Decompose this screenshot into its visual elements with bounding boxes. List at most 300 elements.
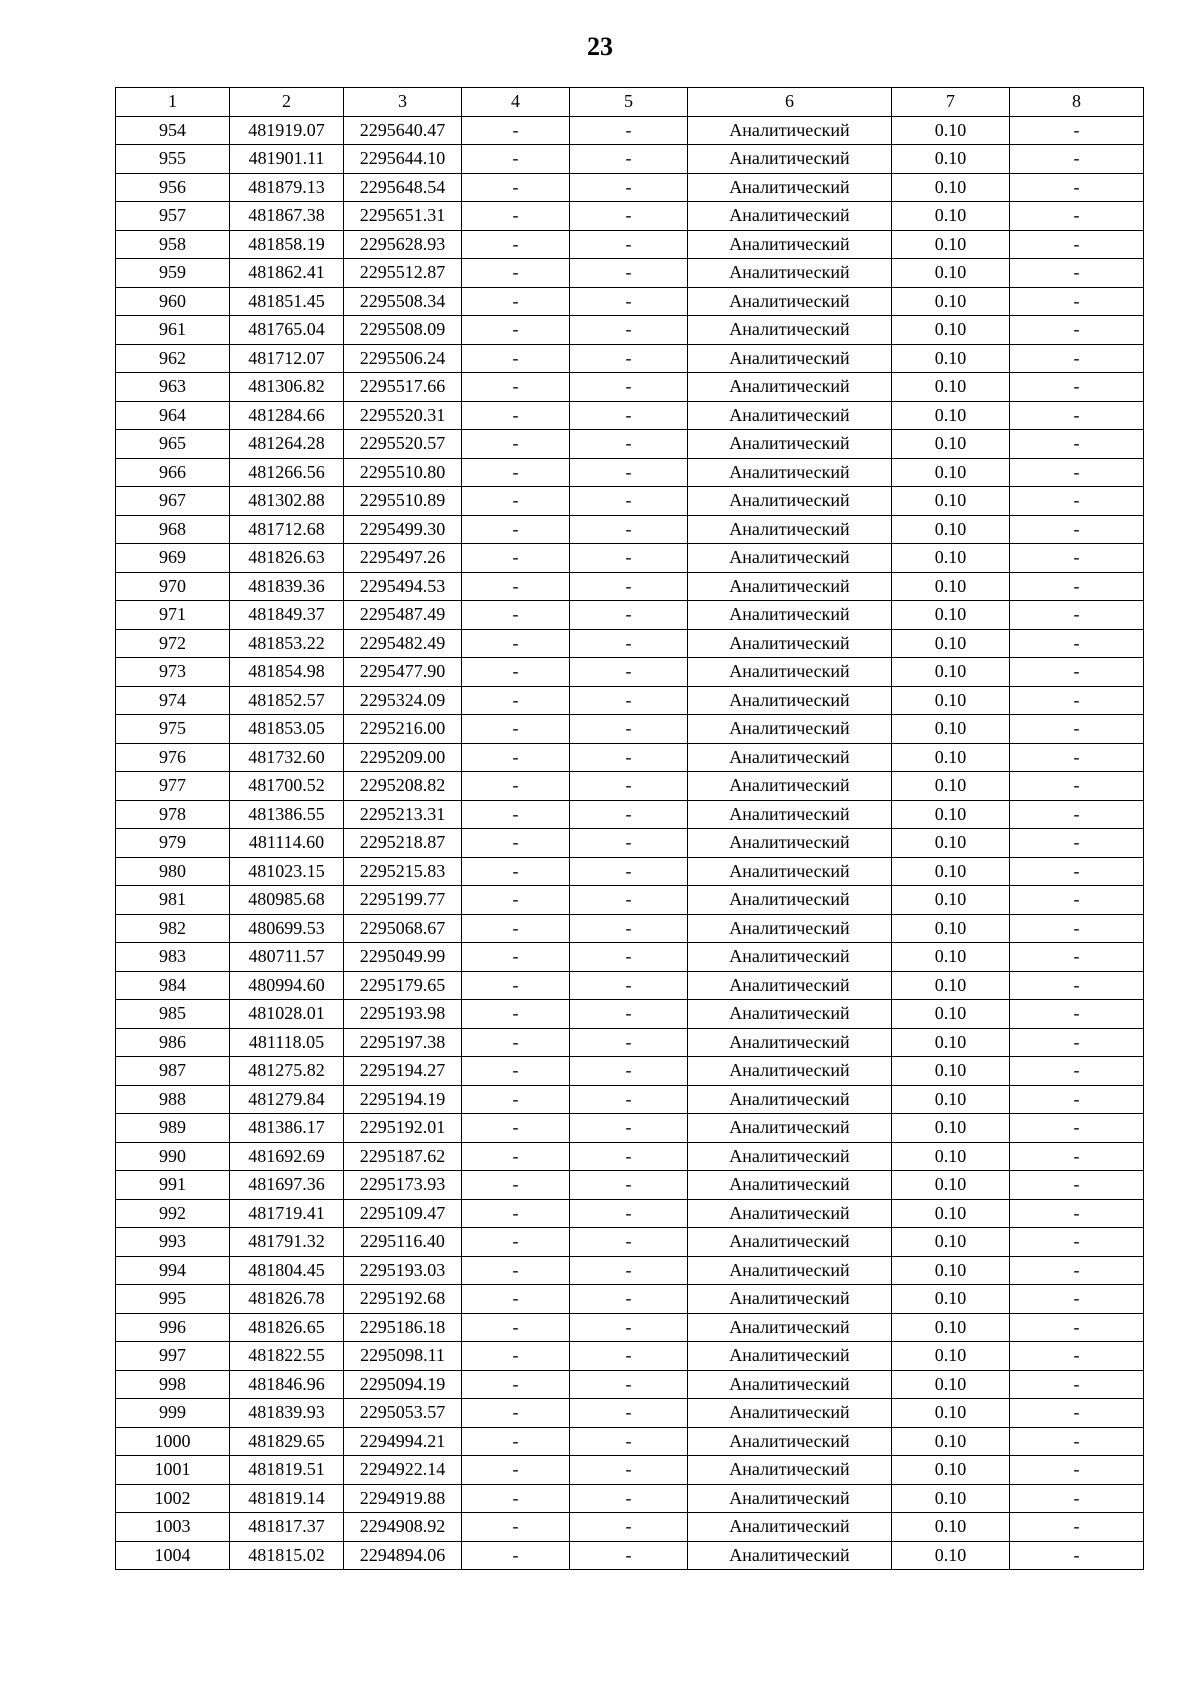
point-number-cell: 976 [116,743,230,772]
col4-cell: - [462,515,570,544]
method-cell: Аналитический [688,1228,892,1257]
col8-cell: - [1010,686,1144,715]
col4-cell: - [462,686,570,715]
table-row [116,715,1144,744]
accuracy-cell: 0.10 [892,1285,1010,1314]
col5-cell: - [570,1228,688,1257]
x-coordinate-cell: 481804.45 [230,1256,344,1285]
point-number-cell: 1001 [116,1456,230,1485]
table-body [116,116,1144,1570]
col8-cell: - [1010,1313,1144,1342]
col8-cell: - [1010,116,1144,145]
point-number-cell: 974 [116,686,230,715]
method-cell: Аналитический [688,800,892,829]
column-header: 6 [688,88,892,117]
y-coordinate-cell: 2295216.00 [344,715,462,744]
point-number-cell: 964 [116,401,230,430]
x-coordinate-cell: 481826.78 [230,1285,344,1314]
table-row [116,1057,1144,1086]
method-cell: Аналитический [688,1256,892,1285]
x-coordinate-cell: 481851.45 [230,287,344,316]
col5-cell: - [570,1114,688,1143]
col4-cell: - [462,544,570,573]
x-coordinate-cell: 481386.17 [230,1114,344,1143]
col4-cell: - [462,971,570,1000]
col8-cell: - [1010,601,1144,630]
accuracy-cell: 0.10 [892,1171,1010,1200]
col4-cell: - [462,1171,570,1200]
accuracy-cell: 0.10 [892,1427,1010,1456]
point-number-cell: 966 [116,458,230,487]
method-cell: Аналитический [688,116,892,145]
col4-cell: - [462,800,570,829]
accuracy-cell: 0.10 [892,772,1010,801]
accuracy-cell: 0.10 [892,116,1010,145]
x-coordinate-cell: 481264.28 [230,430,344,459]
y-coordinate-cell: 2295497.26 [344,544,462,573]
col4-cell: - [462,344,570,373]
table-row [116,686,1144,715]
method-cell: Аналитический [688,1513,892,1542]
x-coordinate-cell: 481854.98 [230,658,344,687]
x-coordinate-cell: 481700.52 [230,772,344,801]
col8-cell: - [1010,373,1144,402]
method-cell: Аналитический [688,458,892,487]
x-coordinate-cell: 481862.41 [230,259,344,288]
point-number-cell: 1002 [116,1484,230,1513]
method-cell: Аналитический [688,772,892,801]
col8-cell: - [1010,1028,1144,1057]
point-number-cell: 988 [116,1085,230,1114]
col5-cell: - [570,601,688,630]
column-header: 1 [116,88,230,117]
x-coordinate-cell: 481118.05 [230,1028,344,1057]
method-cell: Аналитический [688,943,892,972]
accuracy-cell: 0.10 [892,601,1010,630]
table-row [116,373,1144,402]
col8-cell: - [1010,401,1144,430]
col5-cell: - [570,629,688,658]
accuracy-cell: 0.10 [892,886,1010,915]
col8-cell: - [1010,1199,1144,1228]
col4-cell: - [462,1142,570,1171]
col8-cell: - [1010,715,1144,744]
y-coordinate-cell: 2295520.57 [344,430,462,459]
point-number-cell: 970 [116,572,230,601]
col4-cell: - [462,1256,570,1285]
table-row [116,401,1144,430]
col4-cell: - [462,772,570,801]
table-row [116,1427,1144,1456]
y-coordinate-cell: 2295192.01 [344,1114,462,1143]
col4-cell: - [462,1342,570,1371]
method-cell: Аналитический [688,145,892,174]
method-cell: Аналитический [688,1342,892,1371]
point-number-cell: 987 [116,1057,230,1086]
point-number-cell: 1003 [116,1513,230,1542]
point-number-cell: 957 [116,202,230,231]
col4-cell: - [462,629,570,658]
y-coordinate-cell: 2295506.24 [344,344,462,373]
col5-cell: - [570,116,688,145]
column-header: 5 [570,88,688,117]
col8-cell: - [1010,230,1144,259]
col5-cell: - [570,572,688,601]
col8-cell: - [1010,886,1144,915]
y-coordinate-cell: 2295512.87 [344,259,462,288]
table-row [116,943,1144,972]
point-number-cell: 975 [116,715,230,744]
table-header-row [116,88,1144,117]
col8-cell: - [1010,829,1144,858]
y-coordinate-cell: 2295068.67 [344,914,462,943]
method-cell: Аналитический [688,629,892,658]
col4-cell: - [462,886,570,915]
y-coordinate-cell: 2295193.98 [344,1000,462,1029]
col4-cell: - [462,572,570,601]
point-number-cell: 984 [116,971,230,1000]
col8-cell: - [1010,1342,1144,1371]
method-cell: Аналитический [688,1313,892,1342]
col5-cell: - [570,344,688,373]
accuracy-cell: 0.10 [892,686,1010,715]
y-coordinate-cell: 2295510.80 [344,458,462,487]
col5-cell: - [570,1484,688,1513]
x-coordinate-cell: 481846.96 [230,1370,344,1399]
y-coordinate-cell: 2295499.30 [344,515,462,544]
method-cell: Аналитический [688,601,892,630]
point-number-cell: 997 [116,1342,230,1371]
x-coordinate-cell: 481822.55 [230,1342,344,1371]
accuracy-cell: 0.10 [892,1057,1010,1086]
x-coordinate-cell: 481712.07 [230,344,344,373]
col5-cell: - [570,202,688,231]
point-number-cell: 968 [116,515,230,544]
col4-cell: - [462,914,570,943]
x-coordinate-cell: 481853.22 [230,629,344,658]
point-number-cell: 985 [116,1000,230,1029]
col8-cell: - [1010,202,1144,231]
accuracy-cell: 0.10 [892,1484,1010,1513]
x-coordinate-cell: 481266.56 [230,458,344,487]
col5-cell: - [570,1370,688,1399]
accuracy-cell: 0.10 [892,202,1010,231]
table-row [116,259,1144,288]
x-coordinate-cell: 481697.36 [230,1171,344,1200]
accuracy-cell: 0.10 [892,487,1010,516]
table-row [116,515,1144,544]
col5-cell: - [570,1199,688,1228]
col8-cell: - [1010,1285,1144,1314]
table-row [116,487,1144,516]
y-coordinate-cell: 2295049.99 [344,943,462,972]
method-cell: Аналитический [688,1541,892,1570]
x-coordinate-cell: 481858.19 [230,230,344,259]
table-row [116,971,1144,1000]
x-coordinate-cell: 480711.57 [230,943,344,972]
col5-cell: - [570,886,688,915]
col5-cell: - [570,287,688,316]
col5-cell: - [570,401,688,430]
col5-cell: - [570,1399,688,1428]
col8-cell: - [1010,1171,1144,1200]
x-coordinate-cell: 481839.36 [230,572,344,601]
col5-cell: - [570,829,688,858]
y-coordinate-cell: 2295640.47 [344,116,462,145]
col5-cell: - [570,515,688,544]
col4-cell: - [462,173,570,202]
col4-cell: - [462,1000,570,1029]
coordinates-table [115,87,1144,1570]
col4-cell: - [462,1028,570,1057]
accuracy-cell: 0.10 [892,1513,1010,1542]
col8-cell: - [1010,1114,1144,1143]
table-row [116,173,1144,202]
point-number-cell: 965 [116,430,230,459]
method-cell: Аналитический [688,1085,892,1114]
point-number-cell: 989 [116,1114,230,1143]
y-coordinate-cell: 2295487.49 [344,601,462,630]
col8-cell: - [1010,800,1144,829]
y-coordinate-cell: 2295628.93 [344,230,462,259]
table-row [116,202,1144,231]
x-coordinate-cell: 481028.01 [230,1000,344,1029]
col5-cell: - [570,544,688,573]
col5-cell: - [570,458,688,487]
y-coordinate-cell: 2294908.92 [344,1513,462,1542]
table-row [116,1085,1144,1114]
y-coordinate-cell: 2295192.68 [344,1285,462,1314]
point-number-cell: 982 [116,914,230,943]
method-cell: Аналитический [688,544,892,573]
accuracy-cell: 0.10 [892,800,1010,829]
col4-cell: - [462,1541,570,1570]
method-cell: Аналитический [688,1142,892,1171]
accuracy-cell: 0.10 [892,1000,1010,1029]
col4-cell: - [462,1484,570,1513]
point-number-cell: 961 [116,316,230,345]
col8-cell: - [1010,971,1144,1000]
point-number-cell: 999 [116,1399,230,1428]
x-coordinate-cell: 481867.38 [230,202,344,231]
col8-cell: - [1010,487,1144,516]
method-cell: Аналитический [688,1199,892,1228]
table-row [116,914,1144,943]
point-number-cell: 998 [116,1370,230,1399]
accuracy-cell: 0.10 [892,914,1010,943]
y-coordinate-cell: 2295116.40 [344,1228,462,1257]
column-header: 2 [230,88,344,117]
point-number-cell: 978 [116,800,230,829]
point-number-cell: 977 [116,772,230,801]
table-row [116,800,1144,829]
method-cell: Аналитический [688,487,892,516]
y-coordinate-cell: 2295187.62 [344,1142,462,1171]
table-row [116,1000,1144,1029]
accuracy-cell: 0.10 [892,1114,1010,1143]
y-coordinate-cell: 2295651.31 [344,202,462,231]
y-coordinate-cell: 2295508.34 [344,287,462,316]
x-coordinate-cell: 481732.60 [230,743,344,772]
x-coordinate-cell: 481302.88 [230,487,344,516]
accuracy-cell: 0.10 [892,1313,1010,1342]
y-coordinate-cell: 2295482.49 [344,629,462,658]
accuracy-cell: 0.10 [892,287,1010,316]
method-cell: Аналитический [688,515,892,544]
col5-cell: - [570,1028,688,1057]
col5-cell: - [570,1513,688,1542]
table-row [116,1142,1144,1171]
table-row [116,1171,1144,1200]
method-cell: Аналитический [688,1370,892,1399]
point-number-cell: 963 [116,373,230,402]
y-coordinate-cell: 2295173.93 [344,1171,462,1200]
y-coordinate-cell: 2295109.47 [344,1199,462,1228]
table-row [116,857,1144,886]
table-row [116,658,1144,687]
col5-cell: - [570,658,688,687]
x-coordinate-cell: 481826.63 [230,544,344,573]
method-cell: Аналитический [688,1114,892,1143]
col8-cell: - [1010,1256,1144,1285]
col5-cell: - [570,230,688,259]
col4-cell: - [462,1199,570,1228]
col5-cell: - [570,686,688,715]
col5-cell: - [570,943,688,972]
accuracy-cell: 0.10 [892,544,1010,573]
y-coordinate-cell: 2295053.57 [344,1399,462,1428]
table-row [116,1342,1144,1371]
x-coordinate-cell: 481826.65 [230,1313,344,1342]
col8-cell: - [1010,259,1144,288]
y-coordinate-cell: 2295494.53 [344,572,462,601]
y-coordinate-cell: 2295644.10 [344,145,462,174]
col4-cell: - [462,116,570,145]
y-coordinate-cell: 2295508.09 [344,316,462,345]
col8-cell: - [1010,1000,1144,1029]
point-number-cell: 994 [116,1256,230,1285]
col5-cell: - [570,173,688,202]
table-row [116,1028,1144,1057]
col5-cell: - [570,316,688,345]
page-number: 23 [587,32,613,61]
col8-cell: - [1010,544,1144,573]
y-coordinate-cell: 2295510.89 [344,487,462,516]
column-header: 3 [344,88,462,117]
col5-cell: - [570,1456,688,1485]
y-coordinate-cell: 2295197.38 [344,1028,462,1057]
x-coordinate-cell: 481023.15 [230,857,344,886]
col5-cell: - [570,1057,688,1086]
method-cell: Аналитический [688,202,892,231]
col5-cell: - [570,259,688,288]
x-coordinate-cell: 481819.14 [230,1484,344,1513]
table-row [116,829,1144,858]
col5-cell: - [570,857,688,886]
method-cell: Аналитический [688,1399,892,1428]
col4-cell: - [462,259,570,288]
x-coordinate-cell: 481829.65 [230,1427,344,1456]
col5-cell: - [570,430,688,459]
x-coordinate-cell: 481386.55 [230,800,344,829]
x-coordinate-cell: 481712.68 [230,515,344,544]
point-number-cell: 972 [116,629,230,658]
col4-cell: - [462,145,570,174]
col8-cell: - [1010,1399,1144,1428]
point-number-cell: 962 [116,344,230,373]
x-coordinate-cell: 481279.84 [230,1085,344,1114]
col5-cell: - [570,1342,688,1371]
method-cell: Аналитический [688,1028,892,1057]
point-number-cell: 993 [116,1228,230,1257]
method-cell: Аналитический [688,971,892,1000]
table-row [116,772,1144,801]
method-cell: Аналитический [688,287,892,316]
col8-cell: - [1010,857,1144,886]
table-row [116,145,1144,174]
method-cell: Аналитический [688,572,892,601]
point-number-cell: 969 [116,544,230,573]
col4-cell: - [462,1285,570,1314]
col4-cell: - [462,1228,570,1257]
col4-cell: - [462,401,570,430]
table-row [116,743,1144,772]
col5-cell: - [570,971,688,1000]
col4-cell: - [462,601,570,630]
y-coordinate-cell: 2295199.77 [344,886,462,915]
point-number-cell: 990 [116,1142,230,1171]
point-number-cell: 981 [116,886,230,915]
point-number-cell: 954 [116,116,230,145]
point-number-cell: 956 [116,173,230,202]
column-header: 8 [1010,88,1144,117]
col4-cell: - [462,430,570,459]
point-number-cell: 979 [116,829,230,858]
col8-cell: - [1010,1513,1144,1542]
method-cell: Аналитический [688,316,892,345]
accuracy-cell: 0.10 [892,715,1010,744]
col8-cell: - [1010,772,1144,801]
x-coordinate-cell: 481284.66 [230,401,344,430]
x-coordinate-cell: 481692.69 [230,1142,344,1171]
col4-cell: - [462,1114,570,1143]
col5-cell: - [570,145,688,174]
accuracy-cell: 0.10 [892,458,1010,487]
point-number-cell: 1000 [116,1427,230,1456]
x-coordinate-cell: 481879.13 [230,173,344,202]
y-coordinate-cell: 2295179.65 [344,971,462,1000]
accuracy-cell: 0.10 [892,515,1010,544]
method-cell: Аналитический [688,715,892,744]
column-header: 4 [462,88,570,117]
col4-cell: - [462,202,570,231]
col5-cell: - [570,1427,688,1456]
y-coordinate-cell: 2295194.19 [344,1085,462,1114]
accuracy-cell: 0.10 [892,173,1010,202]
x-coordinate-cell: 480699.53 [230,914,344,943]
col5-cell: - [570,800,688,829]
table-row [116,629,1144,658]
accuracy-cell: 0.10 [892,373,1010,402]
point-number-cell: 960 [116,287,230,316]
method-cell: Аналитический [688,743,892,772]
col8-cell: - [1010,1484,1144,1513]
accuracy-cell: 0.10 [892,344,1010,373]
col5-cell: - [570,1085,688,1114]
col4-cell: - [462,230,570,259]
col5-cell: - [570,772,688,801]
col4-cell: - [462,458,570,487]
